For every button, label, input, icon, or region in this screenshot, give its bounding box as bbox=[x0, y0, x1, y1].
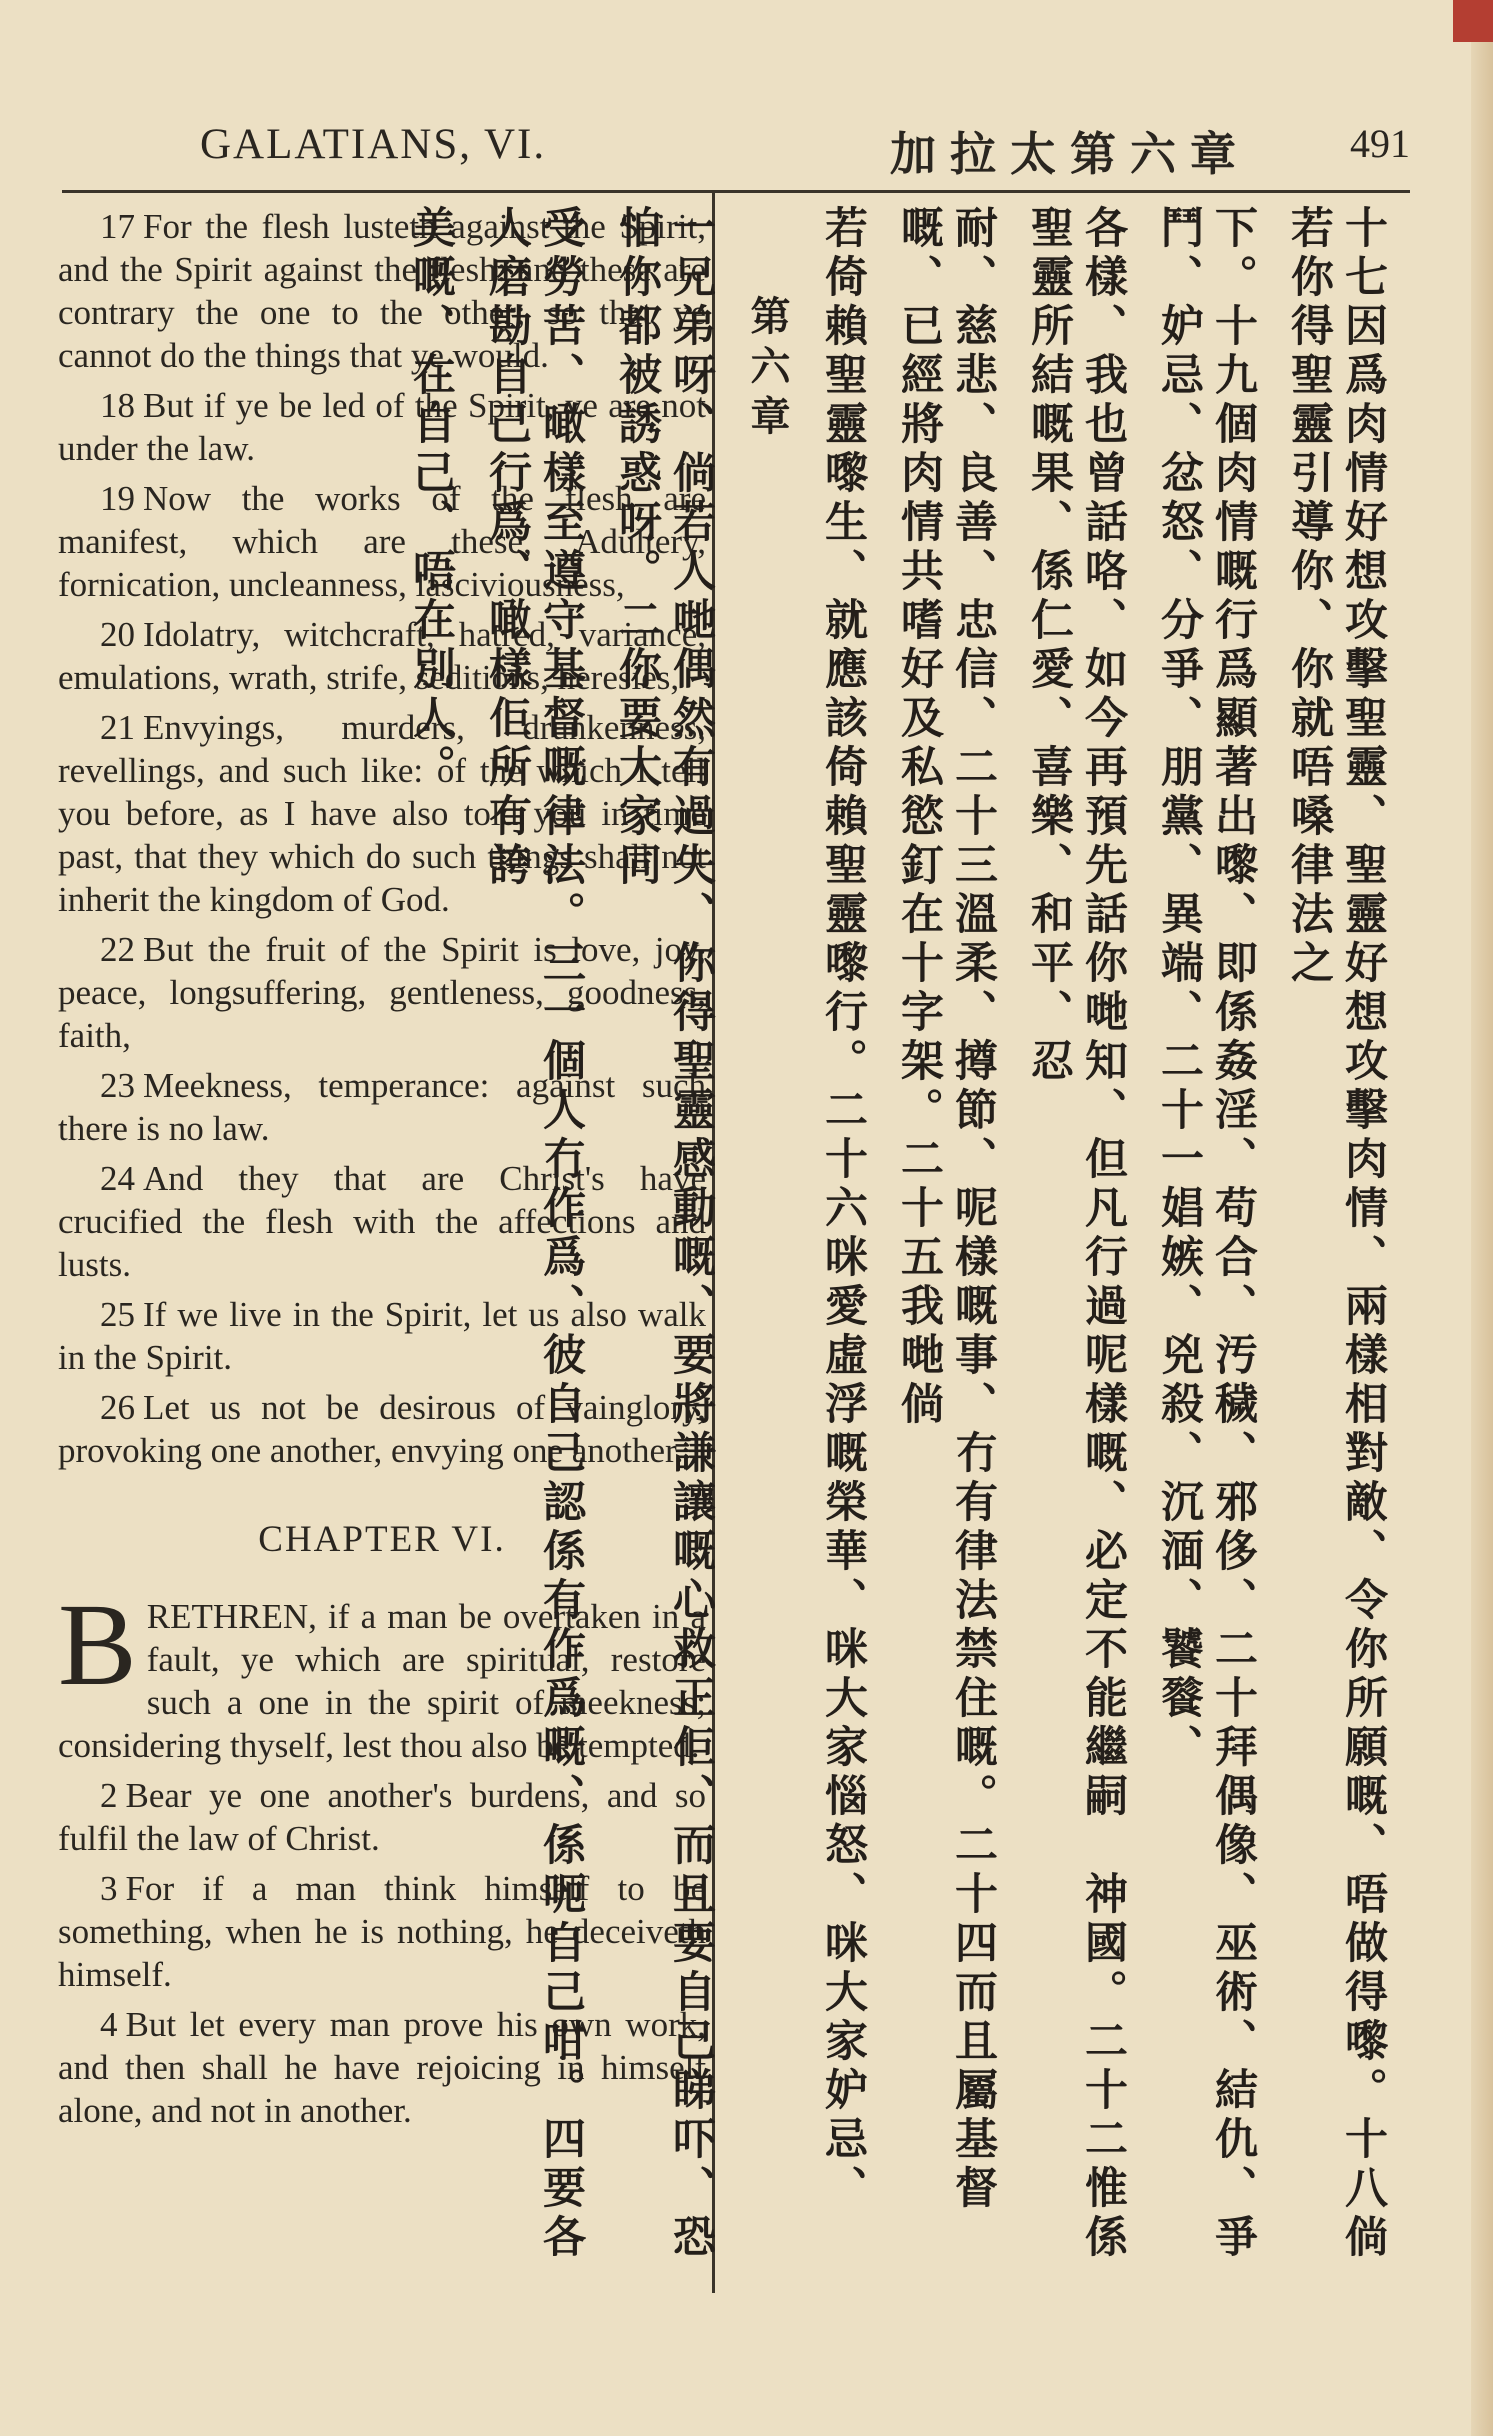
chinese-text-column: 下。十九個肉情嘅行爲顯著出嚟、即係姦淫、苟合、汚穢、邪侈、二十拜偶像、巫術、結仇、爭鬥、妒忌、忿怒、分爭、朋黨、異端、二十一娼嫉、兇殺、沉湎、饕餮、 bbox=[1154, 205, 1258, 2263]
verse: 22 But the fruit of the Spirit is love, joy, peace, longsuffering, gentleness, goodness, faith, bbox=[58, 930, 706, 1055]
verse: 21 Envyings, murders, drunkenness, revellings, and such like: of the which I tell you before, as I have also told you in time past, that they which do such things shall not inherit the kingdom of God. bbox=[58, 708, 706, 919]
page-edge bbox=[1471, 0, 1493, 2436]
chapter-heading: CHAPTER VI. bbox=[258, 1519, 506, 1560]
corner-bookmark-tab bbox=[1453, 0, 1493, 42]
running-title-english: GALATIANS, VI. bbox=[200, 121, 547, 168]
drop-cap: B bbox=[58, 1579, 137, 1710]
chinese-text-column: 各樣、我也曾話咯、如今再預先話你哋知、但凡行過呢樣嘅、必定不能繼嗣 神國。二十二惟係聖靈所結嘅果、係仁愛、喜樂、和平、忍 bbox=[1024, 205, 1128, 2263]
chinese-text-column: 十七因爲肉情好想攻擊聖靈、聖靈好想攻擊肉情、兩樣相對敵、令你所願嘅、唔做得嚟。十八倘若你得聖靈引導你、你就唔嗓律法之 bbox=[1284, 205, 1388, 2263]
verse: 2 Bear ye one another's burdens, and so fulfil the law of Christ. bbox=[58, 1776, 706, 1858]
verse: 20 Idolatry, witchcraft, hatred, variance, emulations, wrath, strife, seditions, heresies, bbox=[58, 615, 706, 697]
verse: 4 But let every man prove his own work, and then shall he have rejoicing in himself alone, and not in another. bbox=[58, 2005, 706, 2130]
verse: 17 For the flesh lusteth against the Spirit, and the Spirit against the flesh: and these are contrary the one to the other; so that ye cannot do the things that ye would. bbox=[58, 207, 706, 375]
page-header bbox=[200, 108, 1410, 188]
verse-dropcap: BRETHREN, if a man be overtaken in a fault, ye which are spiritual, restore such a one in the spirit of meekness; considering thyself, lest thou also be tempted. bbox=[58, 1579, 706, 1765]
running-title-chinese: 加拉太第六章 bbox=[890, 127, 1250, 181]
page-number: 491 bbox=[1350, 121, 1410, 166]
chinese-text-column: 一兄弟呀、倘若人哋偶然有過失、你得聖靈感動嘅、要將謙讓嘅心救正佢、而且要自己睇吓、恐怕你都被誘惑呀。二你要大家同 bbox=[612, 205, 716, 2263]
chinese-chapter-heading: 第六章 bbox=[744, 295, 790, 445]
verse: 18 But if ye be led of the Spirit, ye are not under the law. bbox=[58, 386, 706, 468]
chinese-text-column: 若倚賴聖靈嚟生、就應該倚賴聖靈嚟行。二十六咪愛虛浮嘅榮華、咪大家惱怒、咪大家妒忌、 bbox=[818, 205, 868, 2214]
english-column bbox=[58, 205, 706, 2139]
verse: 23 Meekness, temperance: against such there is no law. bbox=[58, 1066, 706, 1148]
verse: 19 Now the works of the flesh are manifest, which are these, Adultery, fornication, uncleanness, lasciviousness, bbox=[58, 479, 706, 604]
chinese-text-column: 受勞苦、噉樣至遵守基督嘅律法。三一個人冇作爲、彼自己認係有作爲嘅、係呃自己咁。四要各人磨勘自己行爲、噉樣佢所有誇 bbox=[482, 205, 586, 2263]
verse: 3 For if a man think himself to be something, when he is nothing, he deceiveth himself. bbox=[58, 1869, 706, 1994]
header-rule bbox=[62, 190, 1410, 193]
chinese-text-column: 美嘅、在自己、唔在別人。 bbox=[406, 205, 456, 793]
chinese-column bbox=[406, 205, 1390, 2285]
verse: 25 If we live in the Spirit, let us also walk in the Spirit. bbox=[58, 1295, 706, 1377]
verse: 24 And they that are Christ's have crucified the flesh with the affections and lusts. bbox=[58, 1159, 706, 1284]
verse: 26 Let us not be desirous of vainglory, provoking one another, envying one another. bbox=[58, 1388, 706, 1470]
chinese-text-column: 耐、慈悲、良善、忠信、二十三溫柔、撙節、呢樣嘅事、冇有律法禁住嘅。二十四而且屬基督嘅、已經將肉情共嗜好及私慾釘在十字架。二十五我哋倘 bbox=[894, 205, 998, 2214]
